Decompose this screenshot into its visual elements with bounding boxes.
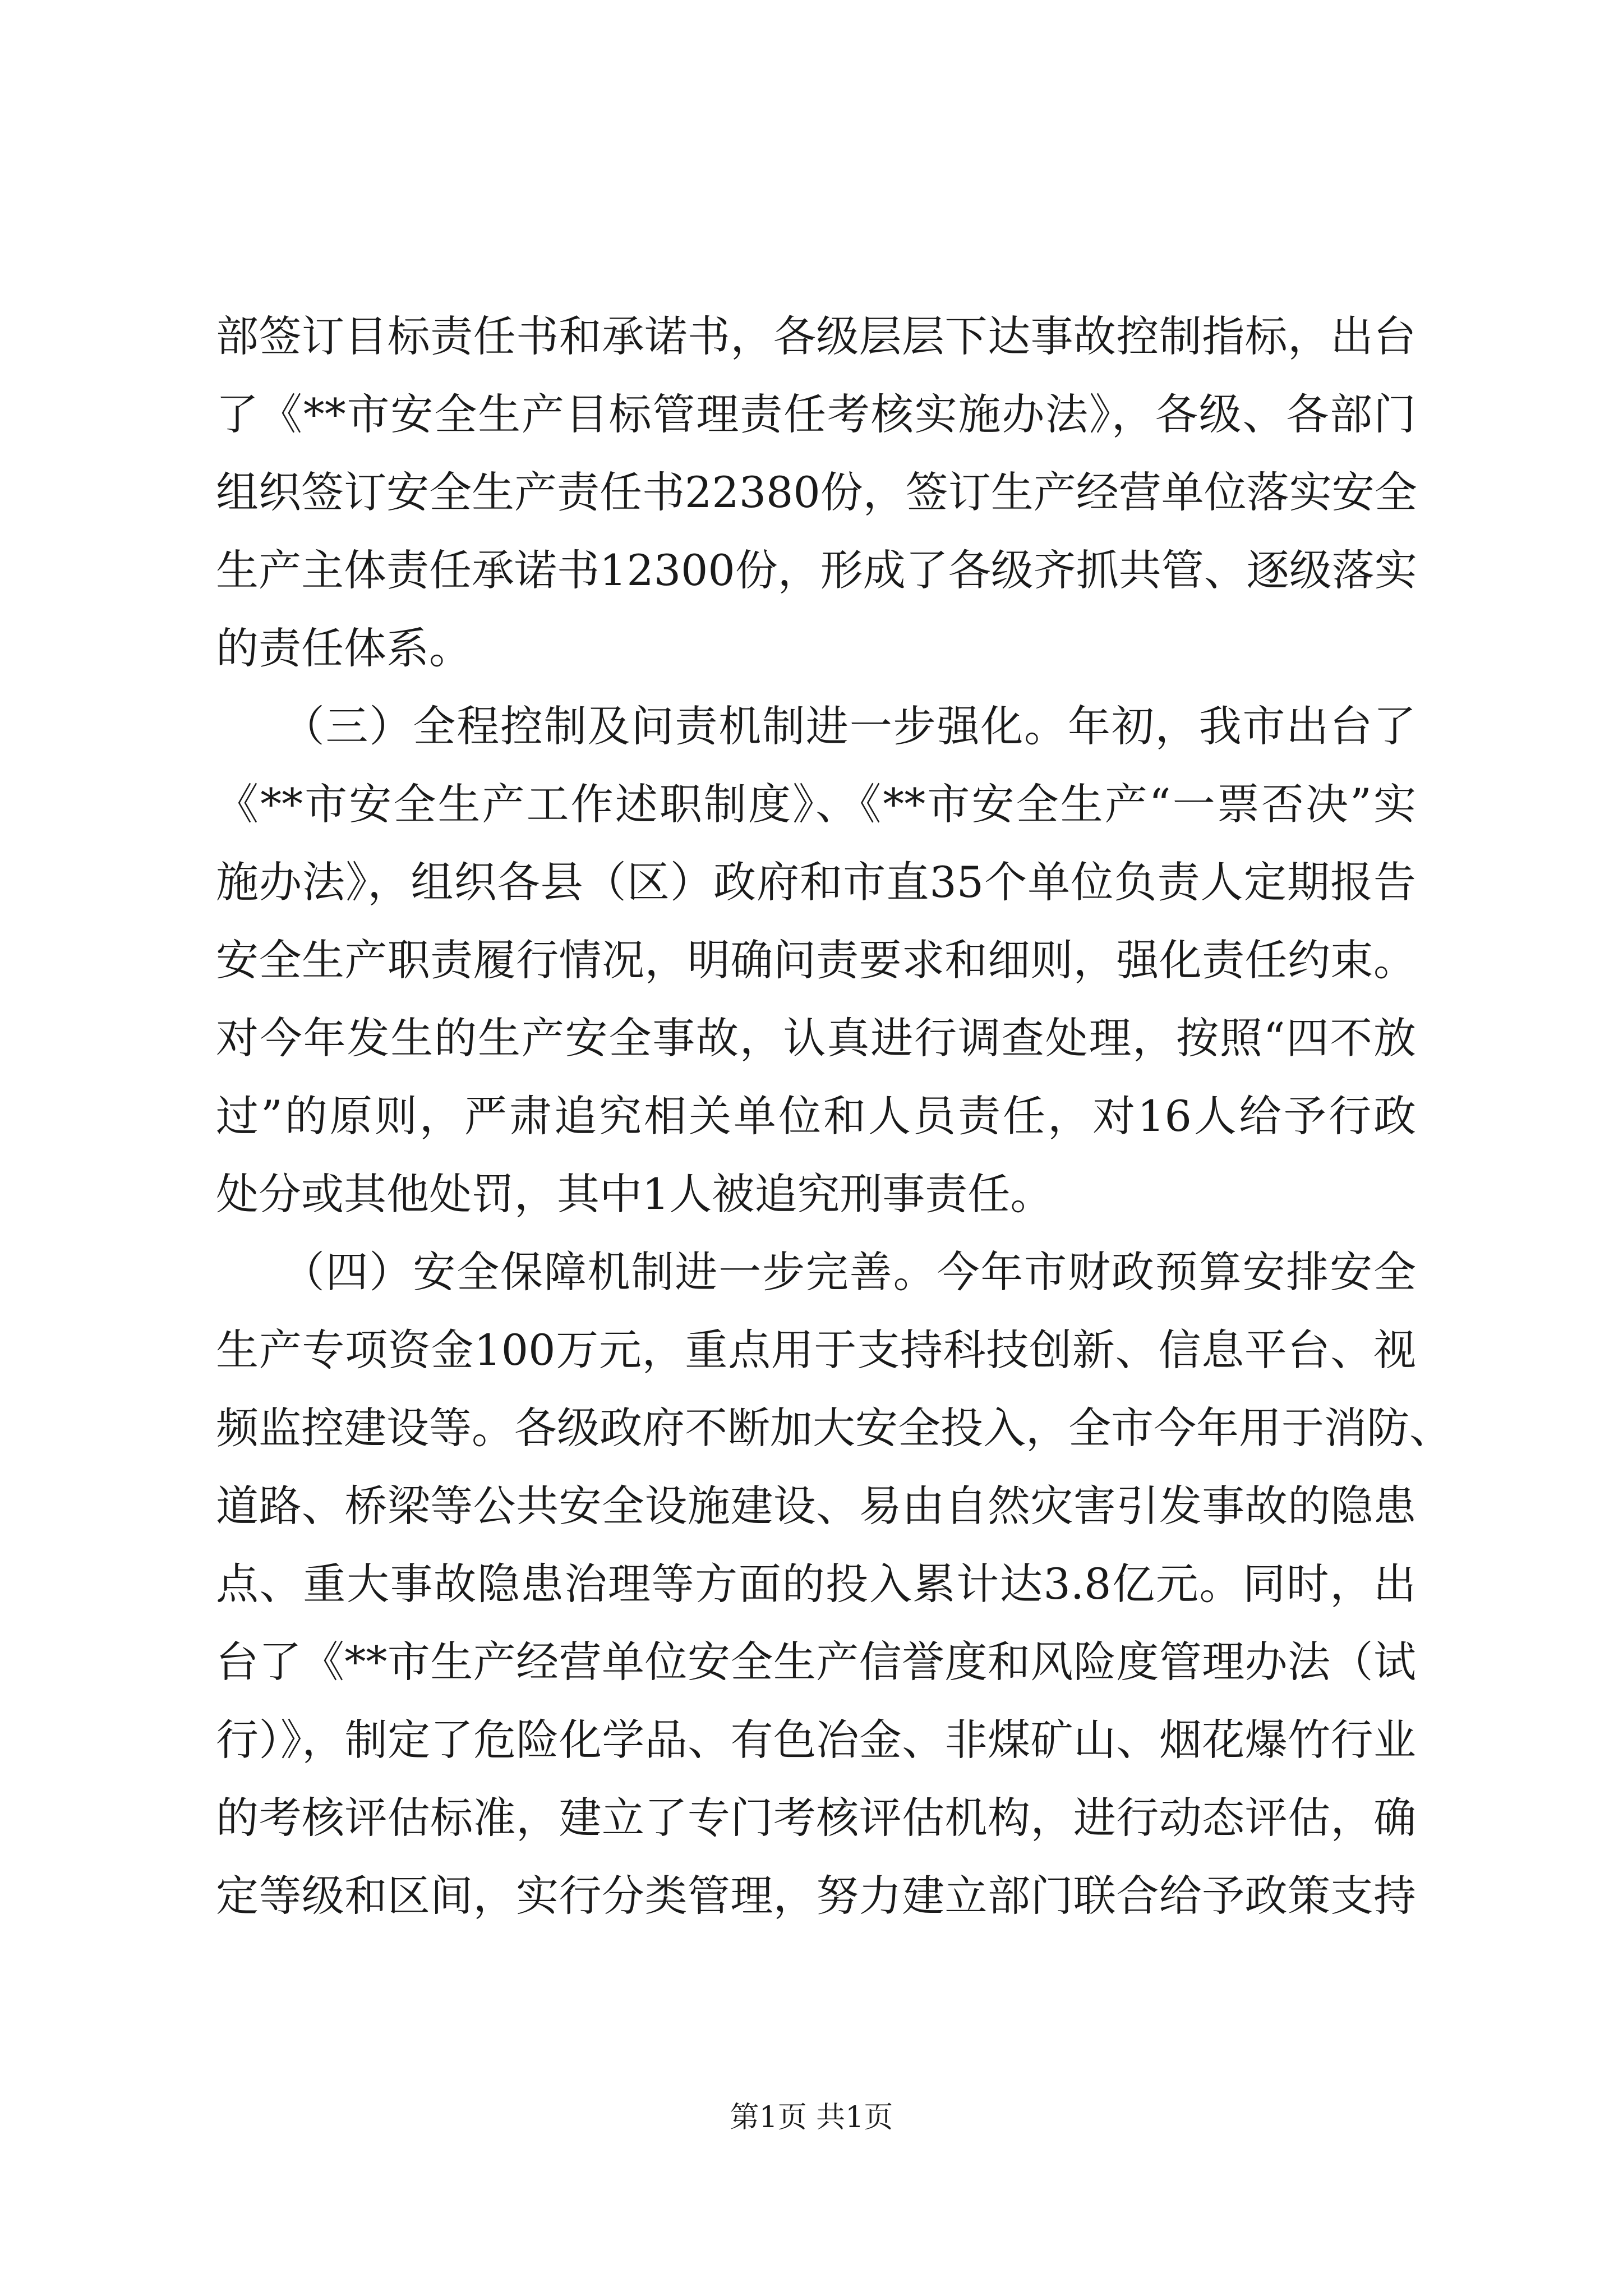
page-number-footer: 第1页 共1页: [730, 2101, 893, 2134]
text-line: 施办法》，组织各县（区）政府和市直35个单位负责人定期报告: [216, 857, 1416, 907]
text-line: 定等级和区间，实行分类管理，努力建立部门联合给予政策支持: [216, 1871, 1416, 1921]
text-line: 过”的原则，严肃追究相关单位和人员责任，对16人给予行政: [216, 1091, 1416, 1141]
text-line: 《**市安全生产工作述职制度》、《**市安全生产“一票否决”实: [216, 779, 1416, 829]
document-body: [216, 297, 1452, 1935]
text-line: 生产主体责任承诺书12300份，形成了各级齐抓共管、逐级落实: [216, 545, 1417, 595]
text-line: 的考核评估标准，建立了专门考核评估机构，进行动态评估，确: [216, 1793, 1416, 1843]
text-line: 道路、桥梁等公共安全设施建设、易由自然灾害引发事故的隐患: [216, 1481, 1416, 1531]
text-line: 点、重大事故隐患治理等方面的投入累计达3.8亿元。同时，出: [216, 1559, 1416, 1609]
text-line: 了《**市安全生产目标管理责任考核实施办法》，各级、各部门: [216, 389, 1416, 439]
text-line: 的责任体系。: [216, 623, 472, 673]
text-line: 组织签订安全生产责任书22380份，签订生产经营单位落实安全: [216, 467, 1417, 517]
text-line: 处分或其他处罚，其中1人被追究刑事责任。: [216, 1169, 1053, 1219]
text-line: 对今年发生的生产安全事故，认真进行调查处理，按照“四不放: [216, 1013, 1416, 1063]
text-line: 行）》，制定了危险化学品、有色冶金、非煤矿山、烟花爆竹行业: [216, 1715, 1416, 1765]
text-line: 频监控建设等。各级政府不断加大安全投入，全市今年用于消防、: [216, 1403, 1452, 1453]
text-line: （三）全程控制及问责机制进一步强化。年初，我市出台了: [216, 701, 1416, 751]
text-line: 部签订目标责任书和承诺书，各级层层下达事故控制指标，出台: [216, 311, 1416, 361]
text-line: 台了《**市生产经营单位安全生产信誉度和风险度管理办法（试: [216, 1637, 1416, 1687]
text-line: 安全生产职责履行情况，明确问责要求和细则，强化责任约束。: [216, 935, 1416, 985]
text-line: （四）安全保障机制进一步完善。今年市财政预算安排安全: [216, 1247, 1416, 1297]
text-line: 生产专项资金100万元，重点用于支持科技创新、信息平台、视: [216, 1325, 1416, 1375]
